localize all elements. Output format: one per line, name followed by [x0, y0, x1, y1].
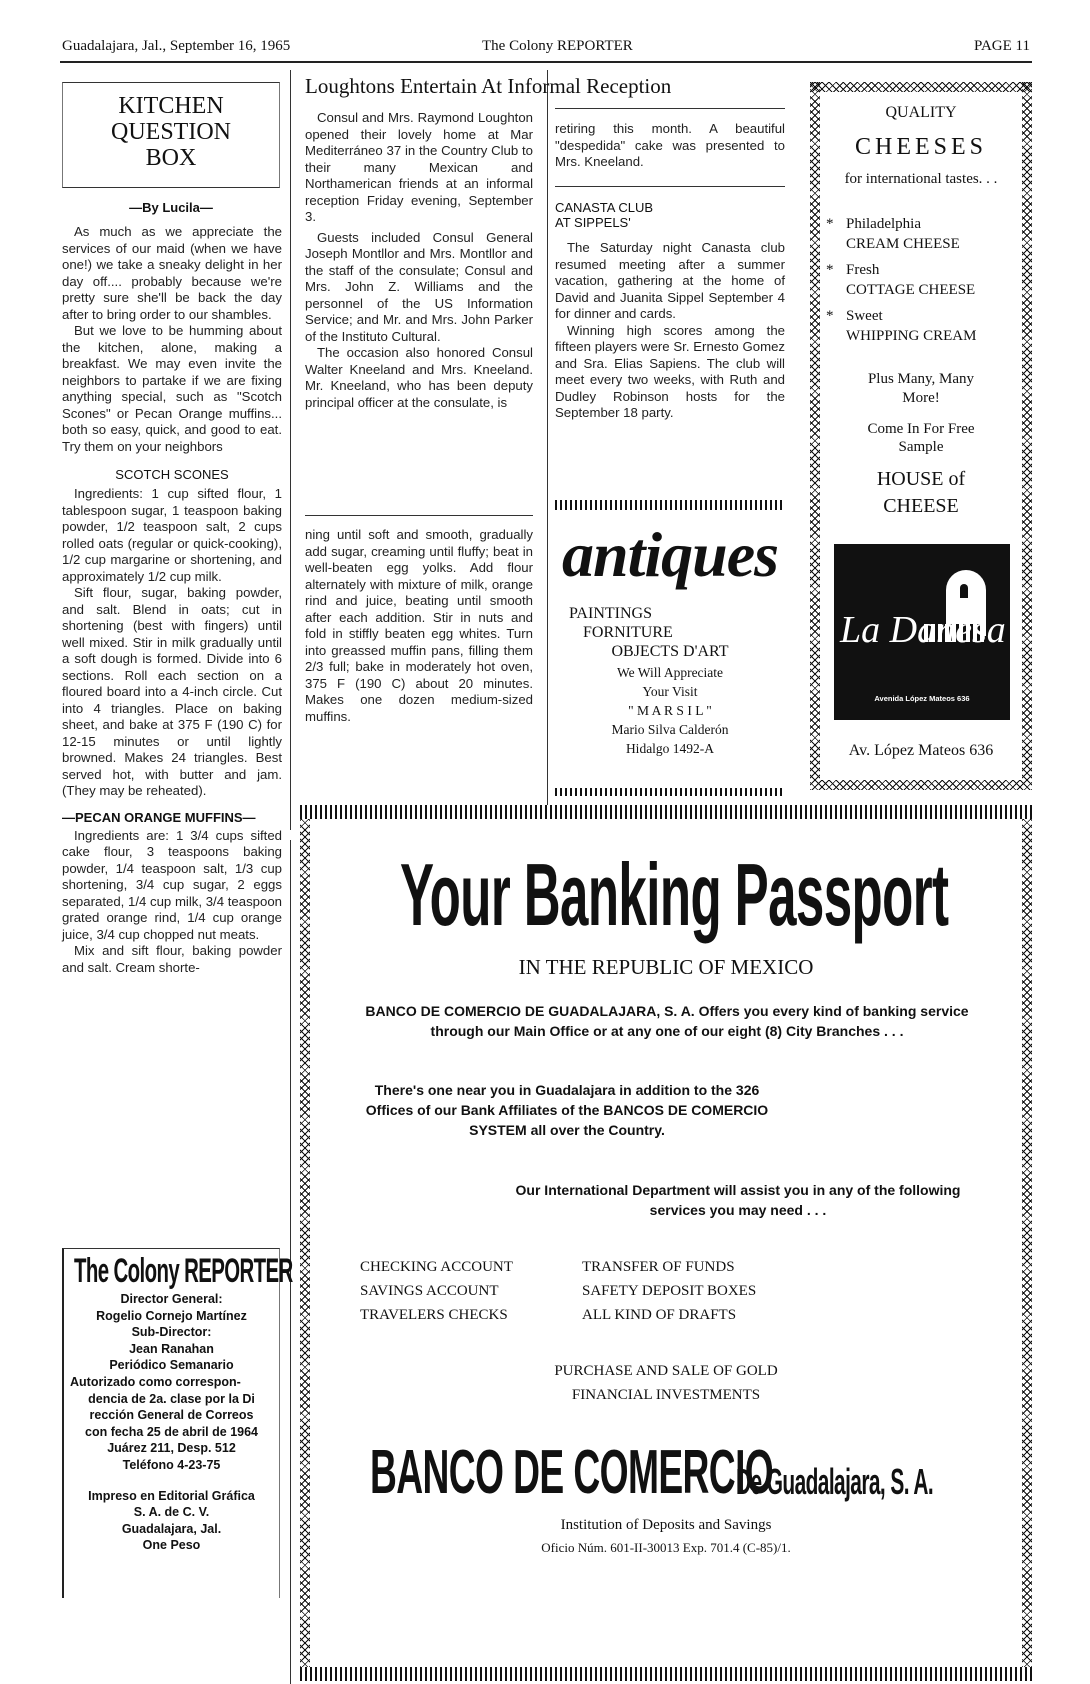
cheese-item-a: Sweet — [846, 308, 883, 324]
cheese-item — [824, 214, 1018, 254]
bank-p1: BANCO DE COMERCIO DE GUADALAJARA, S. A. Offers you every kind of banking service through our Main Office or at any one of our eight (8) City Branches . . . — [365, 1003, 969, 1039]
loughton-p4: retiring this month. A beautiful "despedida" cake was presented to Mrs. Kneeland. — [555, 121, 785, 169]
bank-headline: Your Banking Passport — [400, 845, 949, 944]
masthead-line: con fecha 25 de abril de 1964 — [85, 1424, 258, 1439]
masthead-title: The Colony REPORTER — [74, 1252, 293, 1290]
canasta-p2: Winning high scores among the fifteen players were Sr. Ernesto Gomez and Sra. Elias Sapiens. The club will meet every two weeks, with Ruth and Dudley Robinson hosts for the September 18 party. — [555, 322, 785, 420]
border-hatch — [300, 805, 1032, 819]
kitchen-byline: —By Lucila— — [129, 200, 213, 215]
cheese-address: Av. López Mateos 636 — [848, 742, 994, 759]
cheese-plus: Plus Many, Many More! — [867, 371, 975, 406]
kitchen-column — [62, 224, 282, 976]
rule — [555, 108, 785, 109]
cheese-item-b: WHIPPING CREAM — [846, 328, 977, 344]
cheese-quality: QUALITY — [885, 104, 957, 121]
cheese-item-a: Fresh — [846, 262, 880, 278]
loughton-col2 — [555, 121, 785, 171]
scones-heading: SCOTCH SCONES — [115, 467, 229, 482]
loughton-p1: Consul and Mrs. Raymond Loughton opened their lovely home at Mar Mediterráneo 37 in the Country Club to their many Mexican and Northamerican friends at an informal reception Friday evening, September 3. — [305, 110, 533, 224]
header-page-number: PAGE 11 — [974, 38, 1030, 54]
service-item: SAVINGS ACCOUNT — [360, 1283, 499, 1299]
tower-window-icon — [960, 584, 968, 598]
masthead-line: Guadalajara, Jal. — [121, 1521, 222, 1536]
bank-subhead: IN THE REPUBLIC OF MEXICO — [518, 955, 814, 979]
services-right — [582, 1255, 756, 1327]
border-hatch — [300, 1667, 1032, 1681]
loughton-p3: The occasion also honored Consul Walter Kneeland and Mrs. Kneeland. Mr. Kneeland, who has been deputy principal officer at the consulate, is — [305, 345, 533, 410]
cheese-item-b: CREAM CHEESE — [846, 236, 960, 252]
canasta-heading-2: AT SIPPELS' — [555, 215, 631, 230]
bank-institution: Institution of Deposits and Savings — [560, 1517, 772, 1533]
header-rule — [60, 61, 1032, 63]
kitchen-intro: As much as we appreciate the services of our maid (when we have one!) we take a sneaky delight in her day off.... probably because we're pretty sure she'll be back the day after to bring order to our shambles. — [62, 224, 282, 322]
bullet-icon: * — [826, 216, 834, 232]
service-item: TRAVELERS CHECKS — [360, 1307, 508, 1323]
antiques-line: OBJECTS D'ART — [611, 643, 729, 660]
antiques-visit: Your Visit — [642, 684, 698, 699]
service-item: ALL KIND OF DRAFTS — [582, 1307, 737, 1323]
la-danesa-wordmark: La Danesa — [840, 609, 1006, 651]
muffins-continued-text: ning until soft and smooth, gradually add sugar, creaming until fluffy; beat in well-beaten egg yolks. Add flour alternately with mixture of milk, orange rind and juice, beating until smooth after each addition. Stir in nuts and fold in stiffly beaten egg whites. Turn into greassed muffin pans, filling them 2/3 full; bake in moderately hot oven, 375 F (190 C) about 20 minutes. Makes one dozen medium-sized muffins. — [305, 527, 533, 724]
kitchen-title-box — [62, 82, 280, 188]
masthead-line: Juárez 211, Desp. 512 — [107, 1441, 236, 1456]
masthead-line: S. A. de C. V. — [133, 1505, 210, 1520]
bank-oficio: Oficio Núm. 601-II-30013 Exp. 701.4 (C-85)/1. — [541, 1540, 791, 1555]
masthead-line: One Peso — [142, 1538, 201, 1553]
column-rule — [547, 70, 548, 805]
border-zigzag — [810, 82, 1032, 92]
antiques-ad — [555, 520, 785, 795]
antiques-appreciate: We Will Appreciate — [616, 665, 724, 680]
bank-p2: There's one near you in Guadalajara in addition to the 326 Offices of our Bank Affiliates of the BANCOS DE COMERCIO SYSTEM all over the Country. — [365, 1082, 769, 1138]
bullet-icon: * — [826, 262, 834, 278]
muffins-ingredients: Ingredients are: 1 3/4 cups sifted cake flour, 3 teaspoons baking powder, 1/4 teaspoon salt, 1/3 cup shortening, 3/4 cup sugar, 2 eggs separated, 1/4 cup milk, 3/4 teaspoon grated orange rind, 1/4 cup orange juice, 3/4 cup chopped nut meats. — [62, 827, 282, 942]
cheese-house: HOUSE of CHEESE — [876, 468, 966, 517]
masthead-lines — [64, 1291, 279, 1554]
bank-name: BANCO DE COMERCIO — [370, 1438, 774, 1507]
antiques-shop: " M A R S I L " — [628, 703, 712, 718]
bank-investments: FINANCIAL INVESTMENTS — [571, 1387, 761, 1403]
scones-method: Sift flour, sugar, baking powder, and salt. Blend in oats; cut in shortening (best with fingers) until well mixed. Stir in milk gradually until a soft dough is formed. Divide into 6 sections. Roll each section on a floured board into a 4-inch circle. Cut into 4 triangles. Place on baking sheet, and bake at 375 F (190 C) for 12-15 minutes or until lightly browned. Makes 24 triangles. Best served hot, with butter and jam. (They may be reheated). — [62, 585, 282, 798]
services-left — [360, 1255, 513, 1327]
loughton-col1 — [305, 110, 533, 411]
rule — [305, 515, 533, 516]
antiques-title: antiques — [561, 519, 779, 590]
rule — [555, 186, 785, 187]
kitchen-intro-2: But we love to be humming about the kitchen, alone, making a breakfast. We may even invite the neighbors to partake if we are fixing anything special, such as "Scotch Scones" or Pecan Orange muffins... both so easy, quick, and good to eat. Try them on your neighbors — [62, 323, 282, 454]
canasta-p1: The Saturday night Canasta club resumed meeting after a summer vacation, gathering at the home of David and Juanita Sippel September 4 for dinner and cards. — [555, 240, 785, 321]
cheese-ad — [810, 82, 1032, 790]
masthead-line: rección General de Correos — [89, 1408, 254, 1423]
service-item: SAFETY DEPOSIT BOXES — [582, 1283, 757, 1299]
bank-name-suffix: De Guadalajara, S. A. — [736, 1461, 934, 1502]
cheese-item-a: Philadelphia — [846, 216, 921, 232]
loughton-headline: Loughtons Entertain At Informal Reception — [305, 74, 672, 98]
cheese-sample: Come In For Free Sample — [867, 421, 975, 455]
border-zigzag — [810, 82, 820, 790]
canasta-heading-1: CANASTA CLUB — [555, 200, 654, 215]
kitchen-title-line: KITCHEN — [118, 93, 224, 119]
antiques-address: Hidalgo 1492-A — [625, 741, 715, 756]
masthead-line: Autorizado como correspon- — [70, 1374, 241, 1389]
cheese-item — [824, 260, 1018, 300]
column-rule — [290, 70, 291, 830]
masthead-line: Jean Ranahan — [129, 1341, 214, 1356]
masthead-line: Rogelio Cornejo Martínez — [96, 1308, 247, 1323]
masthead-line — [70, 1474, 273, 1488]
header-dateline: Guadalajara, Jal., September 16, 1965 — [62, 38, 291, 54]
border-band — [555, 500, 783, 510]
antiques-owner: Mario Silva Calderón — [611, 722, 729, 737]
masthead-line: Periódico Semanario — [109, 1358, 234, 1373]
cheese-tagline: for international tastes. . . — [844, 171, 998, 187]
bank-gold: PURCHASE AND SALE OF GOLD — [554, 1363, 778, 1379]
muffins-method: Mix and sift flour, baking powder and salt. Cream shorte- — [62, 943, 282, 975]
masthead-box — [62, 1248, 293, 1598]
service-item: TRANSFER OF FUNDS — [582, 1259, 735, 1275]
canasta-article — [555, 200, 785, 422]
loughton-p2: Guests included Consul General Joseph Montllor and Mrs. Montllor and the staff of the consulate; Consul and Mrs. John Z. Williams and the personnel of the US Information Service; and Mr. and Mrs. John Parker of the Instituto Cultural. — [305, 229, 533, 344]
bank-p3: Our International Department will assist you in any of the following services you may need . . . — [515, 1182, 961, 1218]
antiques-line: FORNITURE — [583, 624, 673, 641]
kitchen-title-line: QUESTION — [111, 119, 231, 145]
la-danesa-address: Avenida López Mateos 636 — [874, 694, 970, 703]
page-header — [62, 38, 1030, 58]
masthead-line: Impreso en Editorial Gráfica — [88, 1488, 255, 1503]
header-paper-name: The Colony REPORTER — [482, 38, 633, 54]
muffins-continued — [305, 527, 533, 725]
cheese-items — [824, 214, 1018, 346]
masthead-line: Sub-Director: — [131, 1325, 212, 1340]
bank-ad — [300, 805, 1032, 1683]
bullet-icon: * — [826, 308, 834, 324]
scones-ingredients: Ingredients: 1 cup sifted flour, 1 tablespoon sugar, 1 teaspoon baking powder, 1/2 teaspoon salt, 2 cups rolled oats (regular or quick-cooking), 1/2 cup margarine or shortening, and approximately 1/2 cup milk. — [62, 486, 282, 584]
masthead-line: Teléfono 4-23-75 — [122, 1457, 221, 1472]
kitchen-title-line: BOX — [145, 145, 197, 171]
la-danesa-logo — [834, 544, 1010, 720]
border-zigzag — [1022, 82, 1032, 790]
cheese-heading: CHEESES — [854, 134, 987, 160]
cheese-item-b: COTTAGE CHEESE — [846, 282, 976, 298]
service-item: CHECKING ACCOUNT — [360, 1259, 513, 1275]
antiques-line: PAINTINGS — [569, 605, 652, 622]
masthead-line: dencia de 2a. clase por la Di — [88, 1391, 255, 1406]
masthead-line: Director General: — [120, 1292, 223, 1306]
muffins-heading: —PECAN ORANGE MUFFINS— — [62, 809, 256, 825]
cheese-item — [824, 306, 1018, 346]
border-band — [555, 788, 783, 796]
border-zigzag — [810, 780, 1032, 790]
